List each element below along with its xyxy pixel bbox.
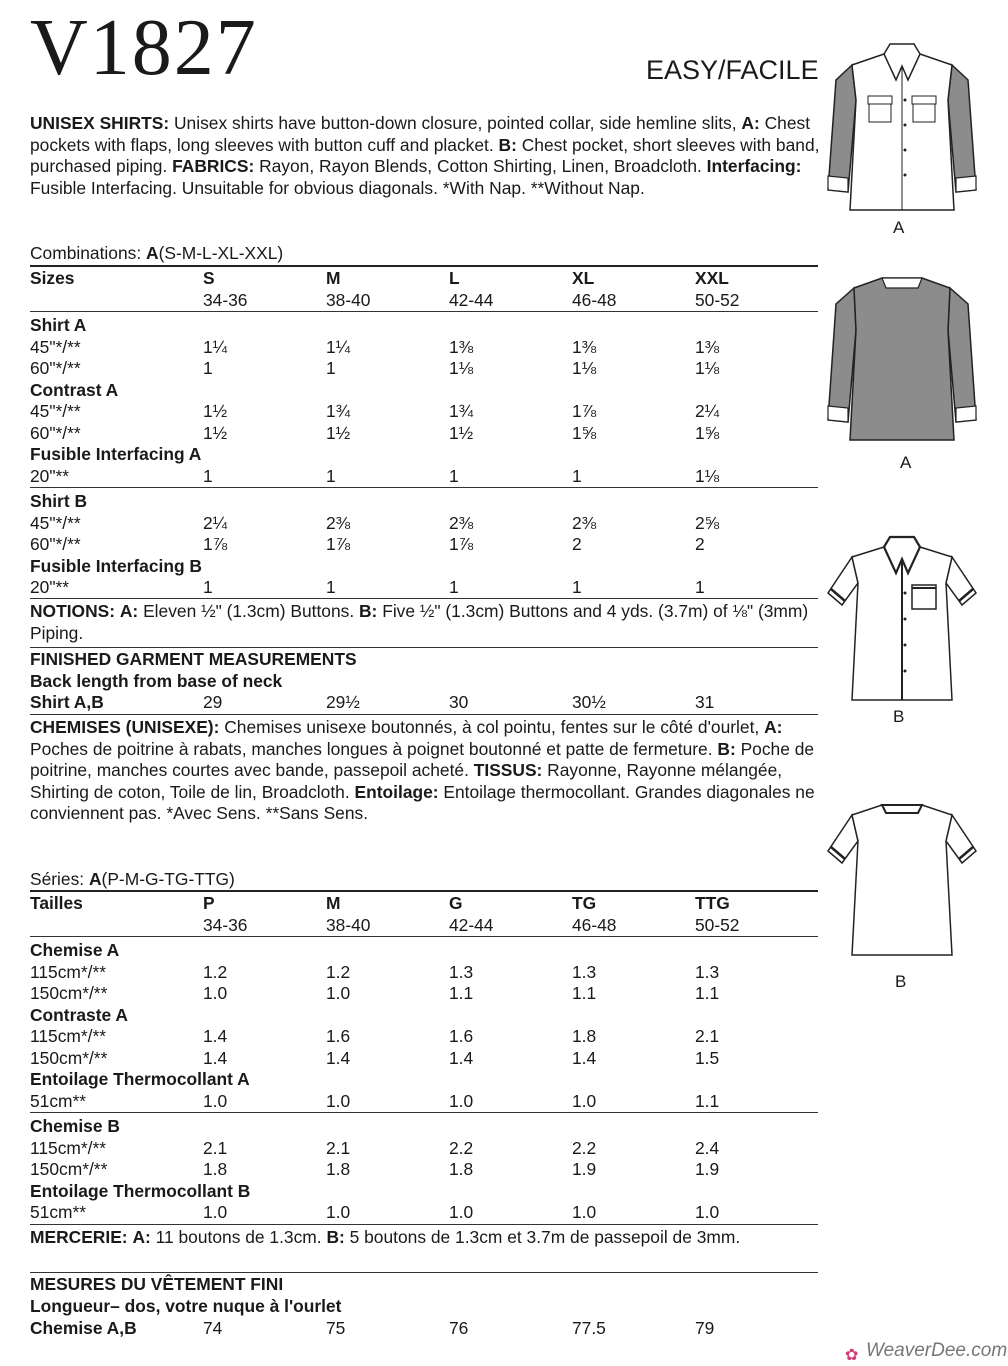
table-group-row: Fusible Interfacing A [30,444,202,464]
table-header-row: Sizes S M L XL XXL [30,268,729,288]
shirt-b-front-illustration [822,535,982,705]
mercerie-fr: MERCERIE: A: 11 boutons de 1.3cm. B: 5 boutons de 1.3cm et 3.7m de passepoil de 3mm. [30,1227,741,1247]
table-group-row: Contraste A [30,1004,128,1025]
shirt-a-front-illustration [822,40,982,215]
table-header-row: Tailles P M G TG TTG [30,893,730,913]
description-en: UNISEX SHIRTS: Unisex shirts have button-down closure, pointed collar, side hemline slits, A: Chest pockets with flaps, long sleeves with button cuff and placket. B: Chest pocket, short sleeves with band, purchased piping. FABRICS: Rayon, Rayon Blends, Cotton Shirting, Linen, Broadcloth. Interfacing: Fusible Interfacing. Unsuitable for obvious diagonals. *With Nap. **Without Nap. [30,113,820,198]
table-row: 150cm*/** 1.4 1.4 1.4 1.4 1.5 [30,1047,720,1068]
divider [30,1272,818,1273]
figure-label-b: B [895,972,907,991]
table-row: 20"** 1 1 1 1 1⅛ [30,465,720,486]
table-subheader-row: 34-36 38-40 42-44 46-48 50-52 [203,914,740,935]
table-row: 45"*/** 1¼ 1¼ 1⅜ 1⅜ 1⅜ [30,336,720,357]
pattern-number: V1827 [30,4,258,92]
difficulty-label: EASY/FACILE [646,55,819,85]
table-row: 115cm*/** 1.4 1.6 1.6 1.8 2.1 [30,1026,720,1046]
combinations-fr: Séries: A(P-M-G-TG-TTG) [30,869,235,889]
table-row: 115cm*/** 2.1 2.1 2.2 2.2 2.4 [30,1137,720,1158]
yardage-table-fr [30,893,818,1224]
finished-subtitle-en: Back length from base of neck [30,671,283,691]
table-group-row: Fusible Interfacing B [30,555,202,576]
table-group-row: Shirt A [30,312,818,337]
table-row: 150cm*/** 1.0 1.0 1.1 1.1 1.1 [30,983,720,1003]
notions-en: NOTIONS: A: Eleven ½" (1.3cm) Buttons. B: Five ½" (1.3cm) Buttons and 4 yds. (3.7m) of ⅛" (3mm) Piping. [30,601,809,643]
divider [30,714,818,715]
divider [30,1224,818,1225]
weaverdee-logo-icon: ✿ [845,1347,859,1364]
table-row: Shirt A,B 29 29½ 30 30½ 31 [30,692,715,712]
table-subheader-row: 34-36 38-40 42-44 46-48 50-52 [203,289,740,310]
table-row: 20"** 1 1 1 1 1 [30,577,705,597]
table-row: Chemise A,B 74 75 76 77.5 79 [30,1318,715,1338]
yardage-table-en [30,268,818,599]
table-row: 45"*/** 2¼ 2⅜ 2⅜ 2⅜ 2⅝ [30,512,720,533]
table-row: 60"*/** 1⅞ 1⅞ 1⅞ 2 2 [30,534,705,554]
table-group-row: Entoilage Thermocollant A [30,1069,250,1089]
description-fr: CHEMISES (UNISEXE): Chemises unisexe boutonnés, à col pointu, fentes sur le côté d'ourlet, A: Poches de poitrine à rabats, manches longues à poignet boutonné et patte de fermeture. B: Poche de poitrine, manches courtes avec bande, passepoil acheté. TISSUS: Rayonne, Rayonne mélangée, Shirting de coton, Toile de lin, Broadcloth. Entoilage: Entoilage thermocollant. Grandes diagonales ne conviennent pas. *Avec Sens. **Sans Sens. [30,717,815,823]
finished-table-en [30,692,818,714]
table-row: 60"*/** 1½ 1½ 1½ 1⅝ 1⅝ [30,422,720,443]
figure-label-a: A [893,218,905,237]
table-row: 51cm** 1.0 1.0 1.0 1.0 1.1 [30,1090,720,1111]
finished-title-en: FINISHED GARMENT MEASUREMENTS [30,649,357,669]
table-row: 45"*/** 1½ 1¾ 1¾ 1⅞ 2¼ [30,401,720,421]
figure-label-b: B [893,707,905,726]
figure-label-a: A [900,453,912,472]
finished-title-fr: MESURES DU VÊTEMENT FINI [30,1274,284,1294]
table-row: 150cm*/** 1.8 1.8 1.8 1.9 1.9 [30,1159,720,1179]
divider [30,647,818,648]
divider [30,265,818,267]
table-row: 115cm*/** 1.2 1.2 1.3 1.3 1.3 [30,961,720,982]
shirt-b-back-illustration [822,795,982,965]
table-group-row: Chemise B [30,1113,818,1138]
divider [30,890,818,892]
watermark: WeaverDee.com [866,1340,1008,1361]
finished-table-fr [30,1318,818,1340]
table-group-row: Contrast A [30,379,119,400]
table-row: 60"*/** 1 1 1⅛ 1⅛ 1⅛ [30,358,720,378]
combinations-en: Combinations: A(S-M-L-XL-XXL) [30,243,284,263]
table-row: 51cm** 1.0 1.0 1.0 1.0 1.0 [30,1202,720,1222]
finished-subtitle-fr: Longueur– dos, votre nuque à l'ourlet [30,1296,342,1316]
table-group-row: Entoilage Thermocollant B [30,1180,251,1201]
table-group-row: Chemise A [30,937,818,962]
shirt-a-back-illustration [822,270,982,445]
table-group-row: Shirt B [30,488,818,513]
divider [30,598,818,599]
